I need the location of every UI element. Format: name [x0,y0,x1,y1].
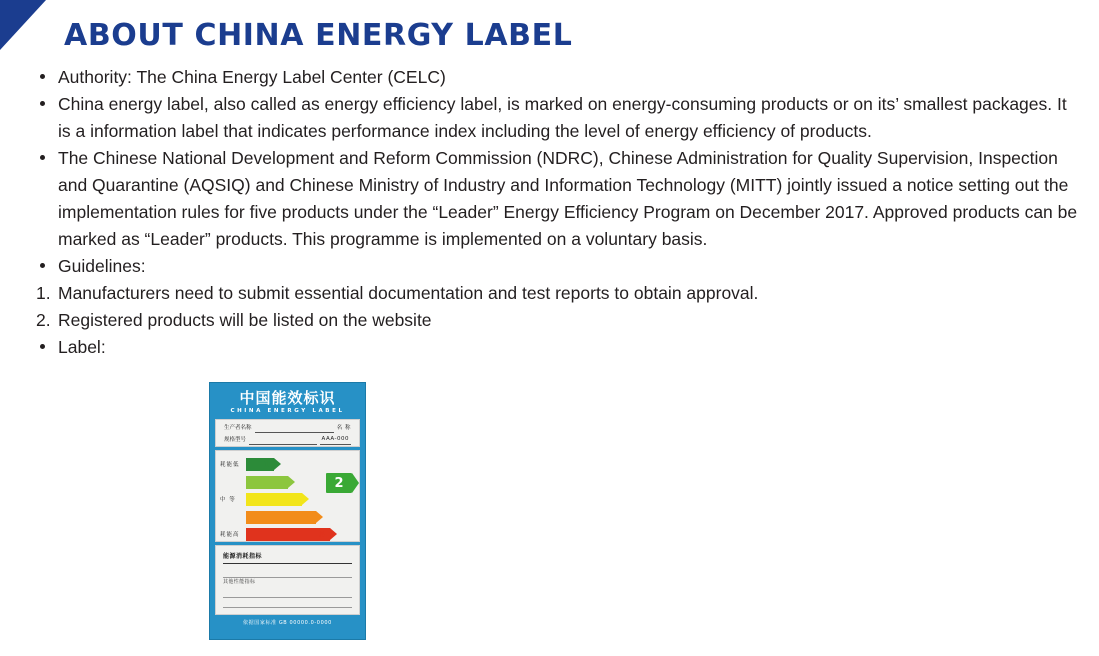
bullet-dot-icon [40,263,45,268]
list-item-text: China energy label, also called as energy efficiency label, is marked on energy-consuming products or on its’ smallest packages. It is a information label that indicates performance index including the level of energy efficiency of products. [58,94,1067,141]
list-item-index: 1. [36,283,51,303]
bullet-dot-icon [40,101,45,106]
list-item [32,280,1082,307]
grade-number: 5 [319,530,325,539]
list-item [32,145,1082,253]
list-item-text: Manufacturers need to submit essential documentation and test reports to obtain approval. [58,283,759,303]
field-row-manufacturer [224,424,351,433]
grade-bar-2 [246,476,288,489]
field-row-model [224,435,351,445]
grade-number: 1 [263,460,269,469]
grade-bar-4 [246,511,316,524]
field-underline [255,424,334,433]
list-item-text: Guidelines: [58,256,146,276]
selected-grade-badge: 2 [326,473,352,493]
grade-row-1 [220,457,353,472]
list-item [32,253,1082,280]
grade-number: 2 [277,477,283,487]
numbered-list [32,280,1082,334]
list-item-text: The Chinese National Development and Reform Commission (NDRC), Chinese Administration for Quality Supervision, Inspection and Quarantine (AQSIQ) and Chinese Ministry of Industry and Information Technology (MITT) jointly issued a notice setting out the implementation rules for five products under the “Leader” Energy Efficiency Program on December 2017. Approved products can be marked as “Leader” products. This programme is implemented on a voluntary basis. [58,148,1078,249]
energy-label-fields [215,419,360,447]
energy-box-line [223,588,352,598]
grade-row-5 [220,527,353,542]
label-bullet-list [32,334,1082,361]
bullet-dot-icon [40,344,45,349]
list-item-index: 2. [36,310,51,330]
field-label: 规格型号 [224,437,247,443]
energy-label-header [215,388,360,416]
corner-decoration [0,0,58,58]
energy-label-card [209,382,366,640]
field-underline [249,436,317,445]
bullet-dot-icon [40,74,45,79]
grade-bar-3 [246,493,302,506]
list-item [32,307,1082,334]
energy-consumption-box [215,545,360,615]
field-label: 生产者名称 [224,425,252,431]
field-value: 名 称 [336,425,351,431]
bullet-list [32,64,1082,280]
energy-box-line [223,568,352,578]
energy-box-line [223,598,352,608]
list-item-text: Authority: The China Energy Label Center (CELC) [58,67,446,87]
bullet-dot-icon [40,155,45,160]
grade-bar-5 [246,528,330,541]
list-item-text: Label: [58,337,106,357]
grade-row-4 [220,510,353,525]
energy-box-title: 能源消耗指标 [223,551,352,564]
list-item [32,91,1082,145]
grade-number: 3 [291,495,297,504]
page-title: ABOUT CHINA ENERGY LABEL [64,18,573,53]
grade-row-3 [220,492,353,507]
energy-box-subtitle: 其他性能指标 [223,579,256,585]
grade-bar-1 [246,458,274,471]
energy-label-title-en: CHINA ENERGY LABEL [230,408,345,414]
list-item [32,334,1082,361]
energy-label-footer: 依据国家标准 GB 00000.0-0000 [243,620,332,626]
china-energy-label-image [209,382,366,640]
energy-label-title-cn: 中国能效标识 [239,389,336,407]
field-value: AAA-000 [320,435,351,445]
grade-number: 4 [305,512,311,522]
scale-label-high: 耗能高 [220,531,240,538]
energy-label-scale [215,450,360,542]
content-body [32,64,1082,361]
scale-label-middle: 中 等 [220,496,236,503]
list-item-text: Registered products will be listed on the website [58,310,432,330]
scale-label-low: 耗能低 [220,461,240,468]
list-item [32,64,1082,91]
